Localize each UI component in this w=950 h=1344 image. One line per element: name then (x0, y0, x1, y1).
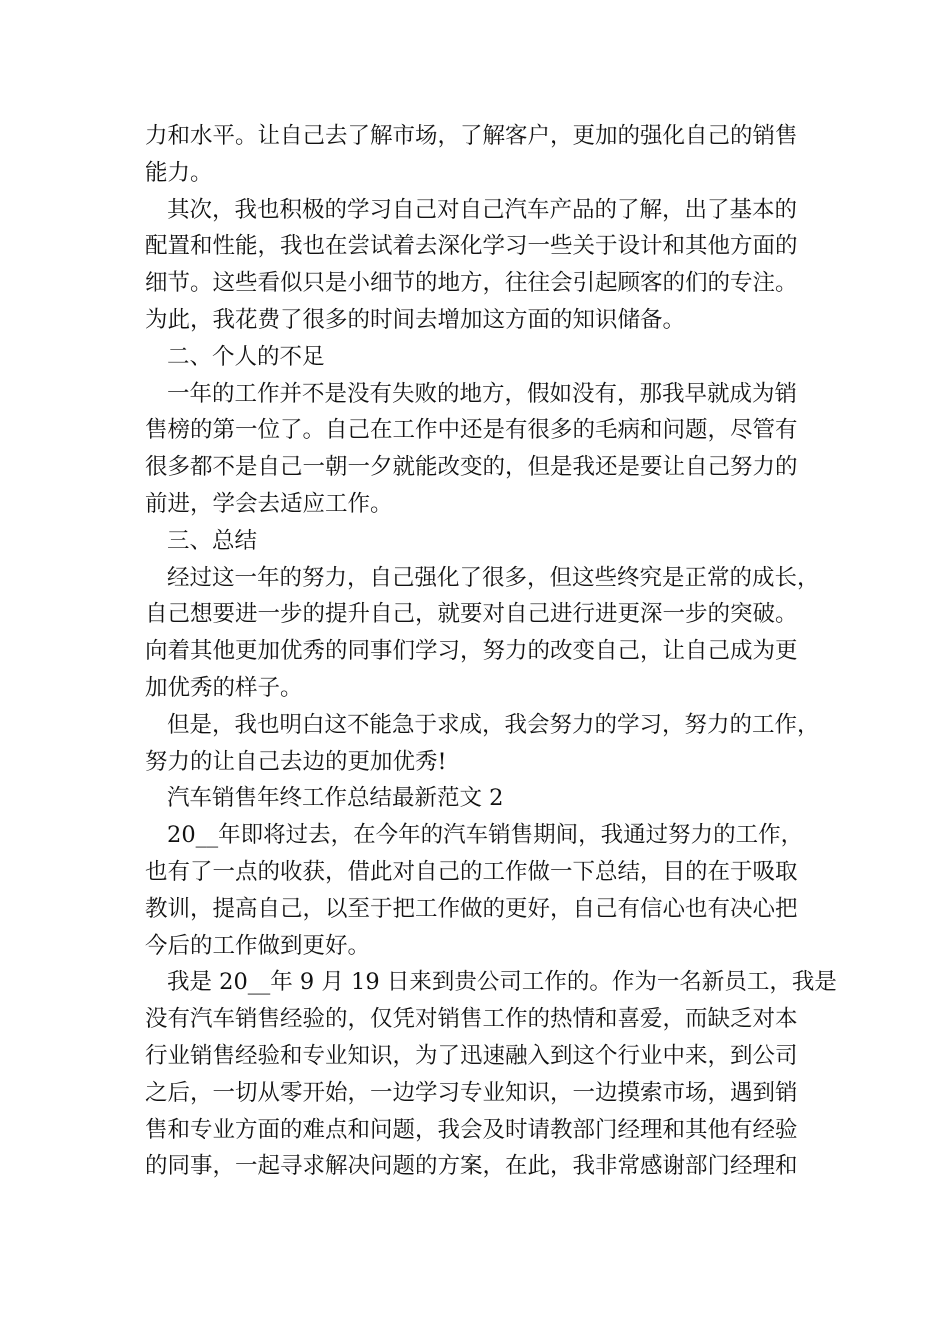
text-line: 教训，提高自己，以至于把工作做的更好，自己有信心也有决心把 (145, 895, 798, 922)
text-line: 20__年即将过去，在今年的汽车销售期间，我通过努力的工作， (167, 822, 804, 849)
text-line: 一年的工作并不是没有失败的地方，假如没有，那我早就成为销 (167, 380, 798, 407)
text-line: 行业销售经验和专业知识，为了迅速融入到这个行业中来，到公司 (145, 1042, 798, 1069)
text-line: 为此，我花费了很多的时间去增加这方面的知识储备。 (145, 306, 686, 333)
text-line: 今后的工作做到更好。 (145, 932, 371, 959)
text-line: 但是，我也明白这不能急于求成，我会努力的学习，努力的工作， (167, 711, 820, 738)
text-line: 前进，学会去适应工作。 (145, 490, 393, 517)
text-line: 其次，我也积极的学习自己对自己汽车产品的了解，出了基本的 (167, 196, 798, 223)
text-line: 努力的让自己去边的更加优秀! (145, 748, 447, 775)
text-line: 经过这一年的努力，自己强化了很多，但这些终究是正常的成长， (167, 564, 820, 591)
text-line: 售榜的第一位了。自己在工作中还是有很多的毛病和问题，尽管有 (145, 417, 798, 444)
text-line: 二、个人的不足 (167, 343, 325, 370)
text-line: 向着其他更加优秀的同事们学习，努力的改变自己，让自己成为更 (145, 638, 798, 665)
text-line: 之后，一切从零开始，一边学习专业知识，一边摸索市场，遇到销 (145, 1079, 798, 1106)
document-body (145, 118, 837, 1185)
text-line: 加优秀的样子。 (145, 674, 303, 701)
text-line: 汽车销售年终工作总结最新范文 2 (167, 785, 504, 812)
text-line: 很多都不是自己一朝一夕就能改变的，但是我还是要让自己努力的 (145, 454, 798, 481)
text-line: 没有汽车销售经验的，仅凭对销售工作的热情和喜爱，而缺乏对本 (145, 1006, 798, 1033)
text-line: 细节。这些看似只是小细节的地方，往往会引起顾客的们的专注。 (145, 270, 798, 297)
text-line: 配置和性能，我也在尝试着去深化学习一些关于设计和其他方面的 (145, 233, 798, 260)
text-line: 售和专业方面的难点和问题，我会及时请教部门经理和其他有经验 (145, 1116, 798, 1143)
text-line: 我是 20__年 9 月 19 日来到贵公司工作的。作为一名新员工，我是 (167, 969, 837, 996)
text-line: 自己想要进一步的提升自己，就要对自己进行进更深一步的突破。 (145, 601, 798, 628)
text-line: 能力。 (145, 159, 213, 186)
text-line: 也有了一点的收获，借此对自己的工作做一下总结，目的在于吸取 (145, 858, 798, 885)
text-line: 的同事，一起寻求解决问题的方案，在此，我非常感谢部门经理和 (145, 1153, 798, 1180)
text-line: 三、总结 (167, 527, 258, 554)
text-line: 力和水平。让自己去了解市场，了解客户，更加的强化自己的销售 (145, 123, 798, 149)
